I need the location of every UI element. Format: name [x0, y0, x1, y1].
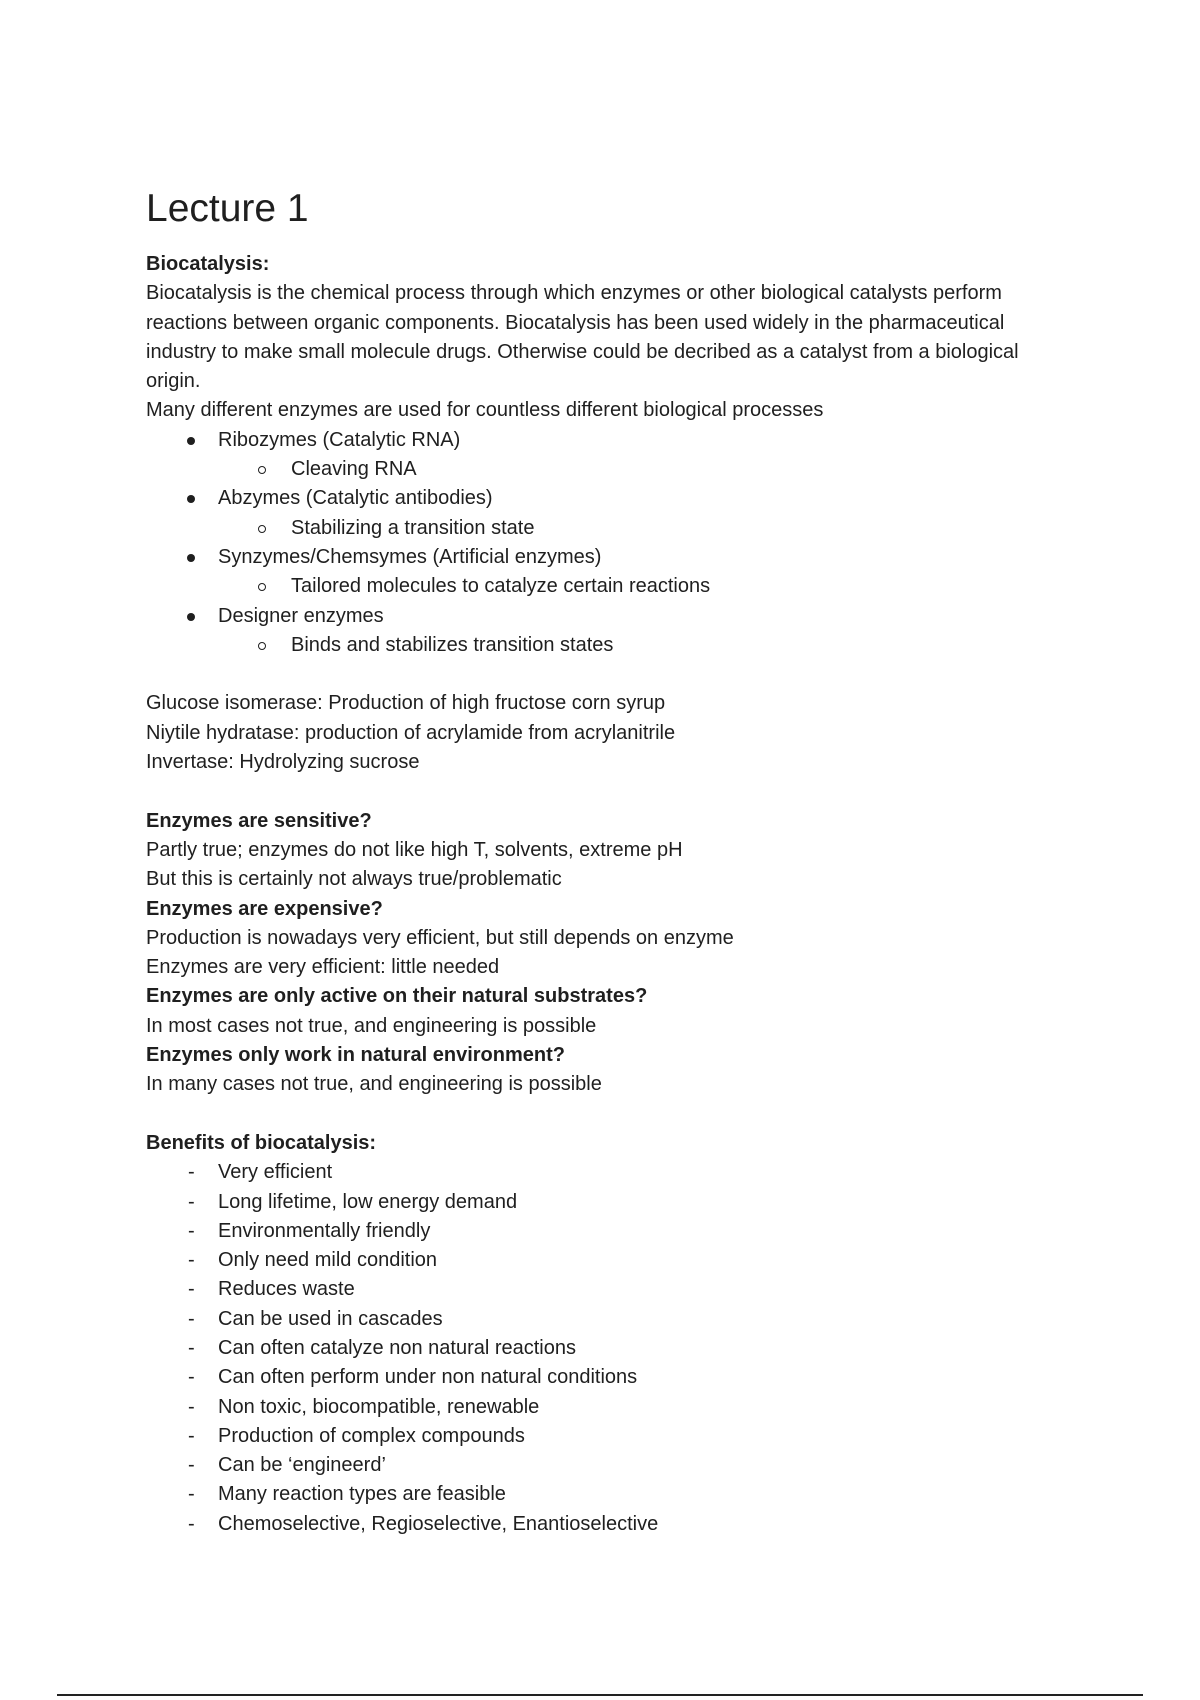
example-line: Invertase: Hydrolyzing sucrose [146, 751, 420, 774]
myth-question: Enzymes are only active on their natural substrates? [146, 985, 648, 1008]
spacer [146, 1100, 1046, 1129]
bullet-disc-icon [187, 495, 195, 503]
dash-bullet-icon: - [188, 1483, 195, 1506]
bullet-circle-icon [258, 466, 266, 474]
biocatalysis-paragraph: Biocatalysis is the chemical process through which enzymes or other biological catalysts perform reactions between organic components. Biocatalysis has been used widely in the pharmaceutical industry to make small molecule drugs. Otherwise could be decribed as a catalyst from a biological origin. [146, 282, 1019, 393]
dash-bullet-icon: - [188, 1336, 195, 1359]
list-item: - Very efficient [146, 1158, 1046, 1187]
myth-question: Enzymes are expensive? [146, 897, 383, 920]
bullet-disc-icon [187, 613, 195, 621]
bullet-disc-icon [187, 437, 195, 445]
myth-answer: Enzymes are very efficient: little needed [146, 956, 500, 979]
document-body [146, 250, 1046, 1539]
dash-bullet-icon: - [188, 1424, 195, 1447]
list-item: - Can often catalyze non natural reactions [146, 1334, 1046, 1363]
spacer [146, 660, 1046, 689]
example-line: Niytile hydratase: production of acrylamide from acrylanitrile [146, 721, 676, 744]
list-subitem: Stabilizing a transition state [146, 514, 1046, 543]
list-subitem: Cleaving RNA [146, 455, 1046, 484]
list-item: Abzymes (Catalytic antibodies) [146, 484, 1046, 513]
list-subitem: Tailored molecules to catalyze certain reactions [146, 572, 1046, 601]
list-item: - Only need mild condition [146, 1246, 1046, 1275]
dash-bullet-icon: - [188, 1190, 195, 1213]
enzyme-types-list [146, 426, 1046, 660]
example-line: Glucose isomerase: Production of high fructose corn syrup [146, 692, 666, 715]
myth-answer: But this is certainly not always true/problematic [146, 868, 562, 891]
myth-answer: Partly true; enzymes do not like high T, solvents, extreme pH [146, 838, 683, 861]
list-item: - Environmentally friendly [146, 1217, 1046, 1246]
list-item: Designer enzymes [146, 602, 1046, 631]
dash-bullet-icon: - [188, 1249, 195, 1272]
myth-answer: In most cases not true, and engineering is possible [146, 1014, 597, 1037]
myth-question: Enzymes only work in natural environment? [146, 1044, 565, 1067]
dash-bullet-icon: - [188, 1395, 195, 1418]
bullet-circle-icon [258, 525, 266, 533]
list-item: - Can be ‘engineerd’ [146, 1451, 1046, 1480]
page-title: Lecture 1 [146, 187, 309, 230]
bullet-circle-icon [258, 583, 266, 591]
list-item: - Many reaction types are feasible [146, 1480, 1046, 1509]
list-item: Synzymes/Chemsymes (Artificial enzymes) [146, 543, 1046, 572]
dash-bullet-icon: - [188, 1454, 195, 1477]
list-item: Ribozymes (Catalytic RNA) [146, 426, 1046, 455]
list-item: - Chemoselective, Regioselective, Enantioselective [146, 1510, 1046, 1539]
list-item: - Reduces waste [146, 1275, 1046, 1304]
myth-answer: In many cases not true, and engineering is possible [146, 1073, 602, 1096]
bullet-circle-icon [258, 642, 266, 650]
list-item: - Long lifetime, low energy demand [146, 1188, 1046, 1217]
list-item: - Can be used in cascades [146, 1305, 1046, 1334]
enzymes-intro: Many different enzymes are used for countless different biological processes [146, 399, 824, 422]
dash-bullet-icon: - [188, 1307, 195, 1330]
dash-bullet-icon: - [188, 1219, 195, 1242]
myth-answer: Production is nowadays very efficient, but still depends on enzyme [146, 926, 734, 949]
benefits-list [146, 1158, 1046, 1539]
spacer [146, 777, 1046, 806]
page-bottom-rule [57, 1694, 1143, 1696]
benefits-heading: Benefits of biocatalysis: [146, 1131, 377, 1154]
bullet-disc-icon [187, 554, 195, 562]
list-item: - Can often perform under non natural conditions [146, 1363, 1046, 1392]
dash-bullet-icon: - [188, 1161, 195, 1184]
list-item: - Non toxic, biocompatible, renewable [146, 1393, 1046, 1422]
biocatalysis-heading: Biocatalysis: [146, 253, 270, 275]
list-item: - Production of complex compounds [146, 1422, 1046, 1451]
dash-bullet-icon: - [188, 1278, 195, 1301]
list-subitem: Binds and stabilizes transition states [146, 631, 1046, 660]
dash-bullet-icon: - [188, 1512, 195, 1535]
myth-question: Enzymes are sensitive? [146, 809, 372, 832]
dash-bullet-icon: - [188, 1366, 195, 1389]
